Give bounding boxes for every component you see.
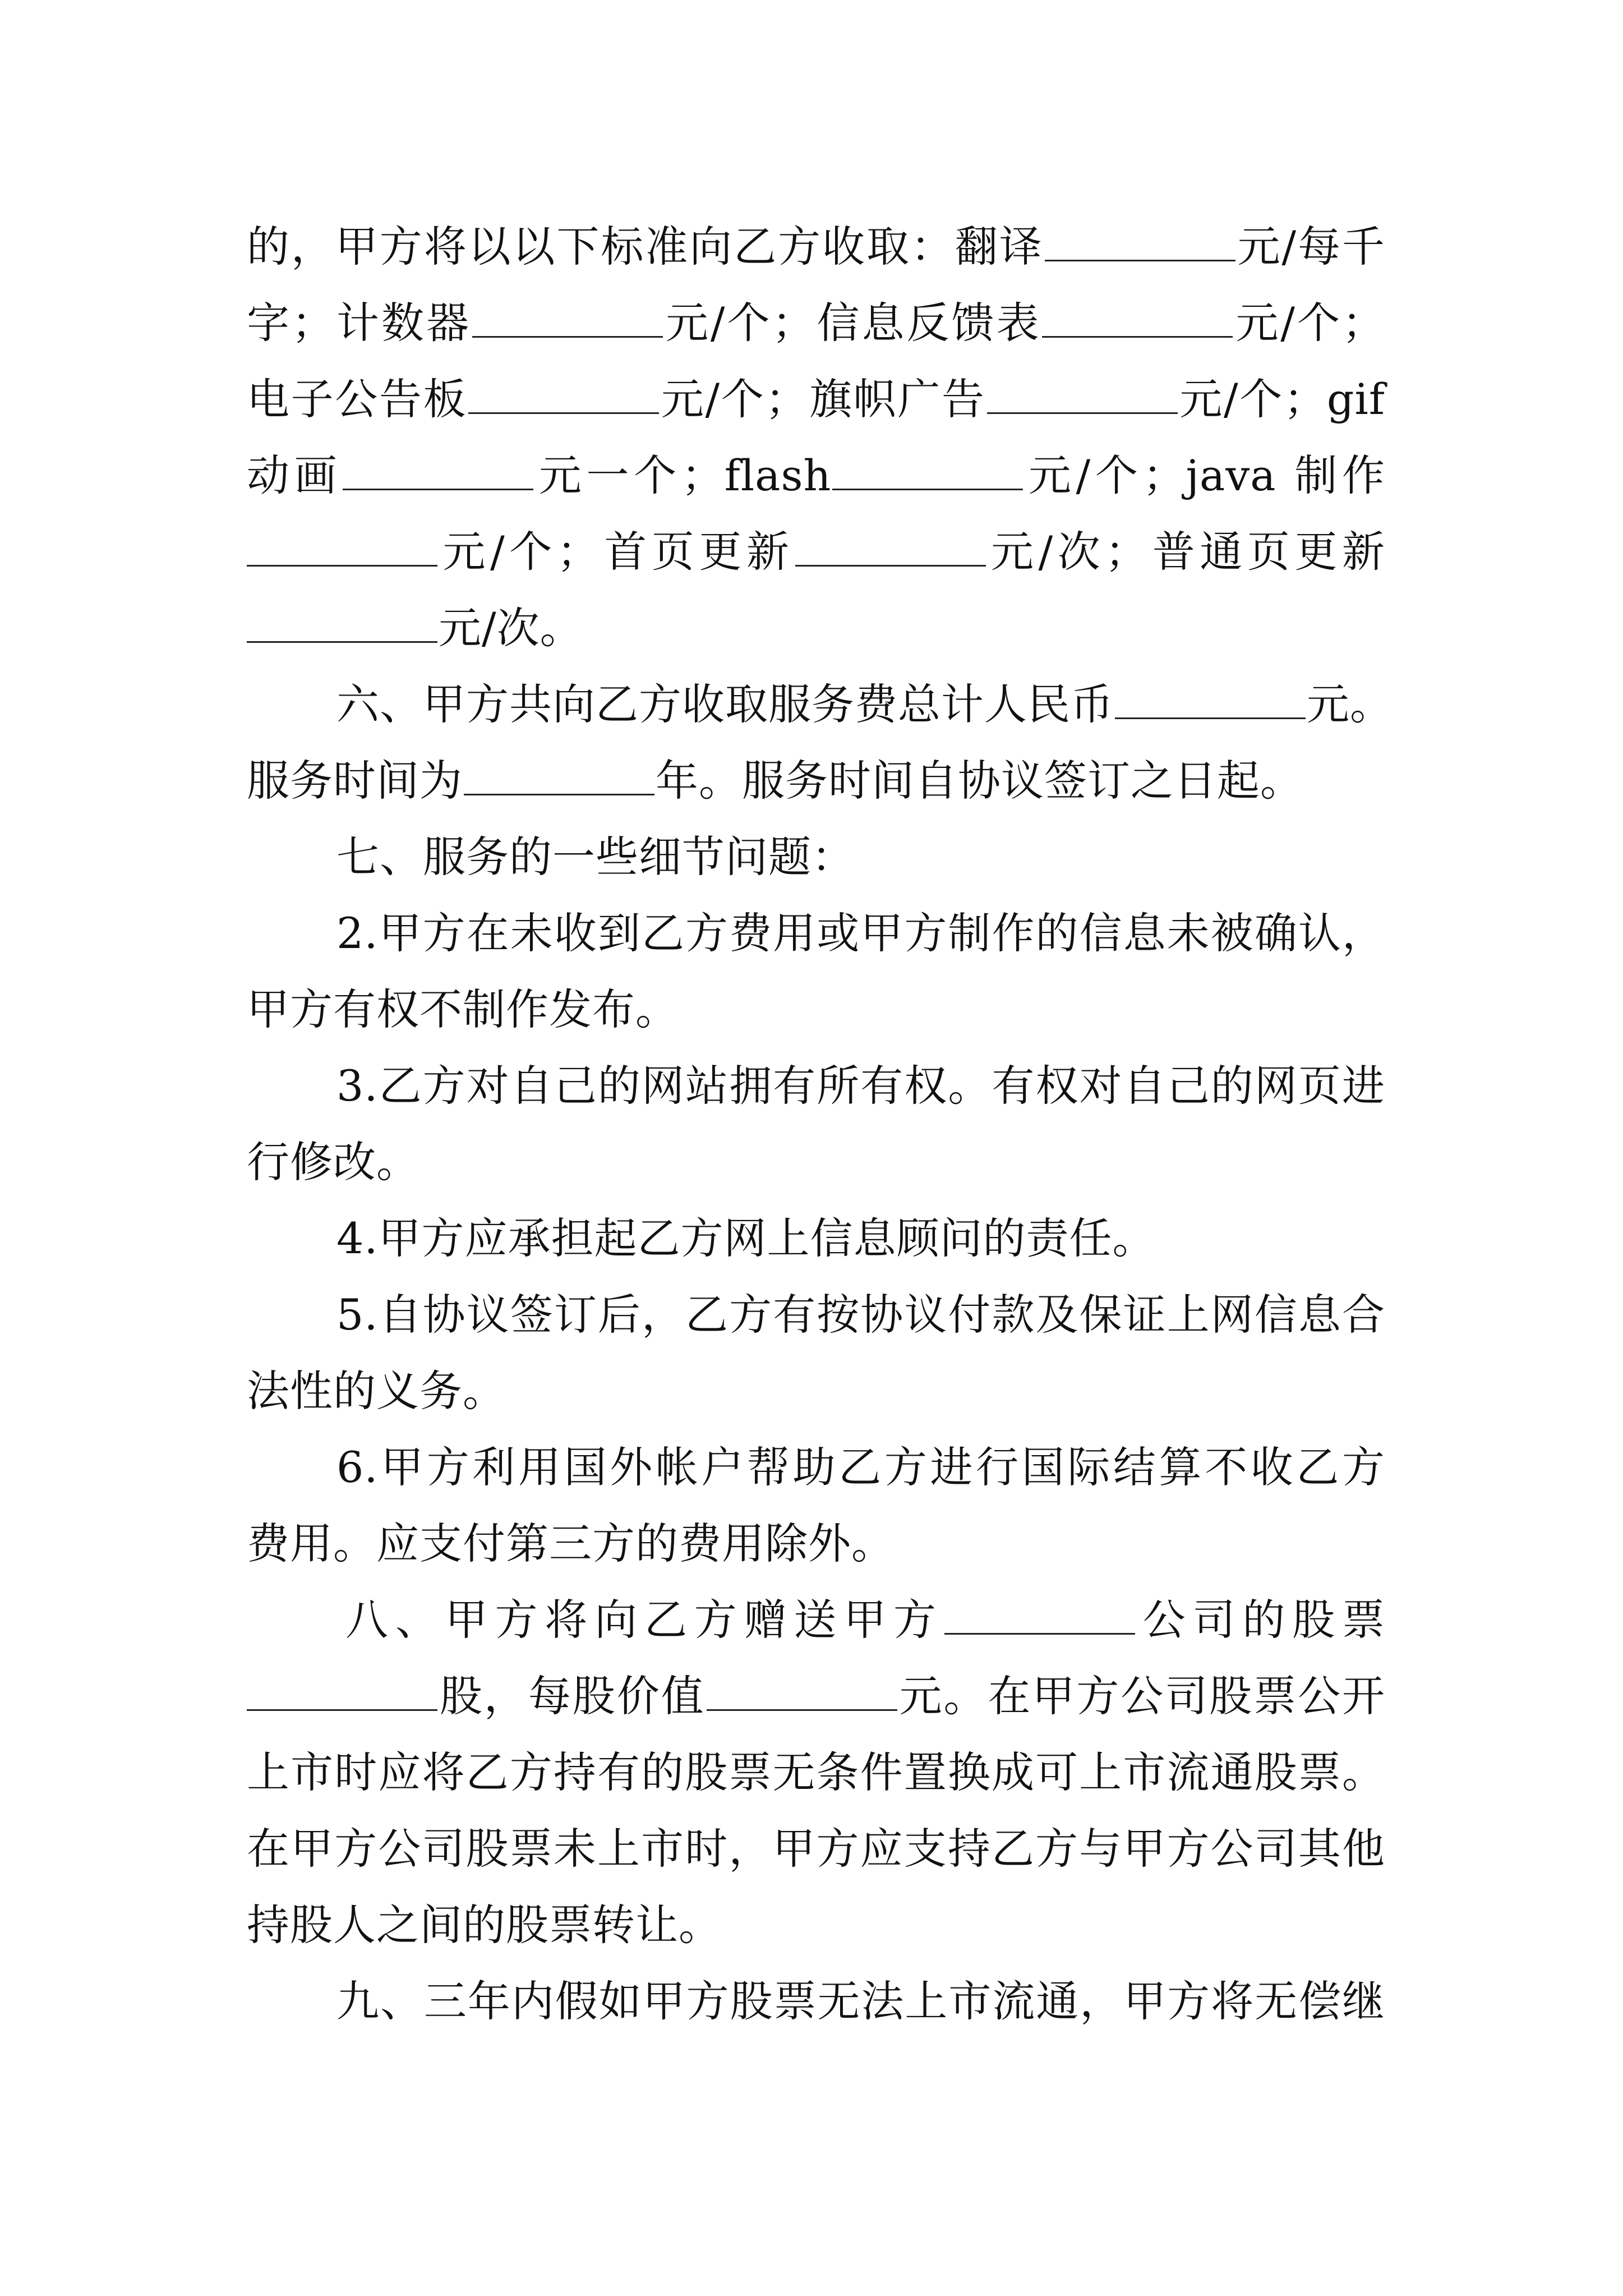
text-segment: 费用。应支付第三方的费用除外。	[247, 1519, 895, 1568]
list-item-line	[247, 1048, 1385, 1124]
fill-in-blank	[944, 1599, 1135, 1635]
fill-in-blank	[987, 379, 1178, 414]
text-segment: 元/个；首页更新	[439, 527, 794, 577]
fill-in-blank	[795, 531, 986, 567]
text-line	[247, 972, 1385, 1048]
section-heading-line	[247, 819, 1385, 895]
text-segment: 元/个；旗帜广告	[660, 374, 986, 424]
text-segment: 5.自协议签订后，乙方有按协议付款及保证上网信息合	[336, 1290, 1385, 1340]
fill-in-blank	[1045, 226, 1235, 261]
list-item-line	[247, 1200, 1385, 1277]
fill-in-blank	[1115, 684, 1306, 719]
text-line	[247, 1811, 1385, 1887]
text-segment: 4.甲方应承担起乙方网上信息顾问的责任。	[336, 1213, 1156, 1263]
fill-in-blank	[832, 455, 1023, 490]
text-segment: 元/个；信息反馈表	[663, 298, 1041, 348]
text-segment: 股，每股价值	[439, 1671, 706, 1721]
text-line	[247, 1506, 1385, 1582]
section-heading-line	[247, 1963, 1385, 2040]
text-segment: 法性的义务。	[247, 1366, 506, 1416]
text-line	[247, 743, 1385, 819]
text-segment: 电子公告板	[247, 374, 468, 424]
text-line	[247, 438, 1385, 514]
text-segment: 七、服务的一些细节问题：	[336, 832, 855, 882]
text-segment: 元/个；gif	[1178, 374, 1385, 424]
text-line	[247, 285, 1385, 361]
list-item-line	[247, 895, 1385, 972]
text-segment: 八、甲方将向乙方赠送甲方	[345, 1595, 943, 1645]
text-segment: 九、三年内假如甲方股票无法上市流通，甲方将无偿继	[336, 1976, 1385, 2026]
text-line	[247, 1887, 1385, 1963]
fill-in-blank	[247, 1676, 437, 1711]
text-segment: 持股人之间的股票转让。	[247, 1900, 722, 1950]
text-segment: 服务时间为	[247, 756, 463, 806]
fill-in-blank	[343, 455, 533, 490]
text-line	[247, 1124, 1385, 1200]
text-segment: 动画	[247, 450, 342, 500]
text-segment: 元一个；flash	[534, 450, 832, 500]
text-segment: 2.甲方在未收到乙方费用或甲方制作的信息未被确认，	[336, 908, 1385, 958]
text-segment: 上市时应将乙方持有的股票无条件置换成可上市流通股票。	[247, 1747, 1385, 1797]
fill-in-blank	[464, 760, 654, 795]
text-line	[247, 514, 1385, 590]
fill-in-blank	[247, 608, 437, 643]
text-segment: 字；计数器	[247, 298, 471, 348]
text-segment: 元/次；普通页更新	[986, 527, 1385, 577]
text-segment: 3.乙方对自己的网站拥有所有权。有权对自己的网页进	[336, 1061, 1385, 1111]
text-line	[247, 590, 1385, 666]
fill-in-blank	[472, 302, 663, 338]
text-segment: 元/个；java 制作	[1024, 450, 1385, 500]
text-line	[247, 1353, 1385, 1429]
text-segment: 元。	[1307, 679, 1393, 729]
text-segment: 元/次。	[439, 603, 583, 653]
text-line	[247, 209, 1385, 285]
text-segment: 六、甲方共向乙方收取服务费总计人民币	[336, 679, 1114, 729]
fill-in-blank	[707, 1676, 897, 1711]
fill-in-blank	[468, 379, 659, 414]
text-segment: 元/每千	[1236, 222, 1386, 272]
text-segment: 在甲方公司股票未上市时，甲方应支持乙方与甲方公司其他	[247, 1824, 1385, 1874]
text-segment: 元。在甲方公司股票公开	[898, 1671, 1386, 1721]
text-line	[247, 1658, 1385, 1734]
fill-in-blank	[247, 531, 437, 567]
section-heading-line	[247, 666, 1393, 743]
list-item-line	[247, 1277, 1385, 1353]
text-segment: 公司的股票	[1136, 1595, 1386, 1645]
text-segment: 甲方有权不制作发布。	[247, 984, 679, 1034]
text-segment: 元/个；	[1234, 298, 1386, 348]
text-line	[247, 1734, 1385, 1811]
list-item-line	[247, 1429, 1385, 1506]
text-segment: 行修改。	[247, 1137, 419, 1187]
fill-in-blank	[1042, 302, 1233, 338]
document-body	[247, 209, 1393, 2040]
section-heading-line	[247, 1582, 1385, 1658]
text-segment: 年。服务时间自协议签订之日起。	[656, 756, 1303, 806]
text-line	[247, 361, 1385, 438]
text-segment: 的，甲方将以以下标准向乙方收取：翻译	[247, 222, 1044, 272]
text-segment: 6.甲方利用国外帐户帮助乙方进行国际结算不收乙方	[336, 1442, 1385, 1492]
